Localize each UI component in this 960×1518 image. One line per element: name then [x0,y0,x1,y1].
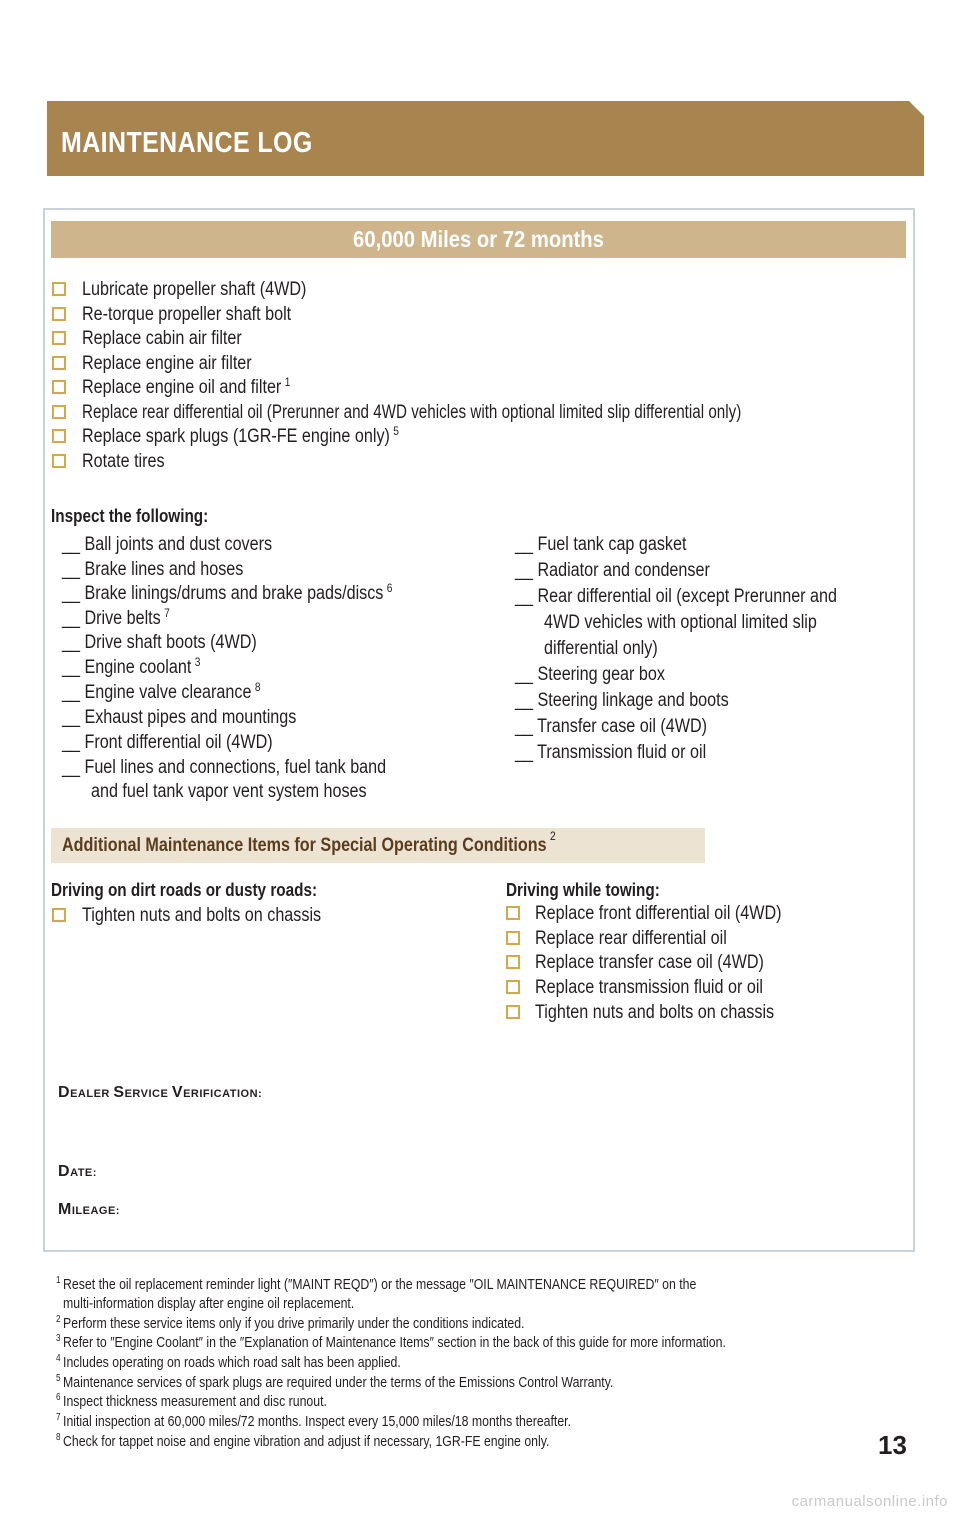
checklist-item: Re-torque propeller shaft bolt [82,304,292,325]
towing-item: Replace rear differential oil [535,928,727,949]
footnote-ref: 2 [549,829,556,843]
checkbox[interactable] [506,980,520,994]
inspect-item: __ Drive belts $^7$ [62,606,170,629]
inspect-item: __ Fuel lines and connections, fuel tank band [62,757,387,778]
checkbox[interactable] [506,1005,520,1019]
interval-band [51,221,906,258]
inspect-heading: Inspect the following: [51,506,209,526]
checklist-item: Lubricate propeller shaft (4WD) [82,279,307,300]
checklist-item: Replace engine oil and filter $^1$ [82,375,291,398]
inspect-item: __ Transmission fluid or oil [515,742,707,763]
checkbox[interactable] [506,931,520,945]
mileage-label: MILEAGE: [58,1201,120,1218]
towing-heading: Driving while towing: [506,880,660,900]
footnote: $^7$ Initial inspection at 60,000 miles/72 months. Inspect every 15,000 miles/18 months thereafter. [56,1412,572,1430]
additional-maintenance-band [51,828,705,863]
inspect-item: __ Brake lines and hoses [62,559,244,580]
checkbox[interactable] [52,454,66,468]
inspect-item: __ Transfer case oil (4WD) [515,716,708,737]
checklist-item: Replace engine air filter [82,353,252,374]
interval-title: 60,000 Miles or 72 months [353,226,604,252]
checklist-item: Replace rear differential oil (Prerunner and 4WD vehicles with optional limited slip differential only) [82,402,742,423]
checkbox[interactable] [52,331,66,345]
checklist-item: Rotate tires [82,451,165,472]
dirt-roads-item: Tighten nuts and bolts on chassis [82,905,322,926]
dealer-verification-label: DEALER SERVICE VERIFICATION: [58,1084,263,1101]
inspect-item: __ Drive shaft boots (4WD) [62,632,257,653]
footnote-ref: 7 [164,606,170,620]
inspect-item: __ Engine coolant $^3$ [62,655,201,678]
footnote: $^8$ Check for tappet noise and engine vibration and adjust if necessary, 1GR-FE engine only. [56,1432,550,1450]
footnote-ref: 1 [284,375,291,389]
footnote: $^6$ Inspect thickness measurement and disc runout. [56,1392,327,1410]
footnote-ref: 8 [254,680,261,694]
inspect-item: __ Steering gear box [515,664,665,685]
checkbox[interactable] [52,405,66,419]
checkbox[interactable] [52,908,66,922]
section-header [47,101,924,176]
checkbox[interactable] [52,380,66,394]
inspect-item: __ Front differential oil (4WD) [62,732,273,753]
inspect-item: __ Ball joints and dust covers [62,534,273,555]
inspect-item: __ Radiator and condenser [515,560,710,581]
checklist-item: Replace cabin air filter [82,328,242,349]
checkbox[interactable] [52,282,66,296]
inspect-item: __ Engine valve clearance $^8$ [62,680,261,703]
dirt-roads-heading: Driving on dirt roads or dusty roads: [51,880,318,900]
inspect-item: __ Rear differential oil (except Prerunner and [515,586,837,607]
page-title: MAINTENANCE LOG [61,127,313,159]
inspect-item: __ Fuel tank cap gasket [515,534,687,555]
footnote-ref: 6 [386,581,393,595]
inspect-item: __ Brake linings/drums and brake pads/discs $^6$ [62,581,393,604]
inspect-item: __ Steering linkage and boots [515,690,729,711]
checkbox[interactable] [506,906,520,920]
towing-item: Replace transmission fluid or oil [535,977,763,998]
watermark: carmanualsonline.info [791,1493,948,1510]
footnote-ref: 5 [393,424,399,438]
additional-maintenance-title: Additional Maintenance Items for Special Operating Conditions $^2$ [62,829,556,856]
towing-item: Replace transfer case oil (4WD) [535,952,764,973]
footnote-continued: multi-information display after engine oil replacement. [63,1295,355,1312]
checkbox[interactable] [506,955,520,969]
footnote: $^2$ Perform these service items only if you drive primarily under the conditions indicated. [56,1314,525,1332]
checkbox[interactable] [52,429,66,443]
towing-item: Tighten nuts and bolts on chassis [535,1002,775,1023]
footnote: $^4$ Includes operating on roads which road salt has been applied. [56,1353,401,1371]
footnote: $^5$ Maintenance services of spark plugs are required under the terms of the Emissions Control Warranty. [56,1373,614,1391]
footnote: $^3$ Refer to ″Engine Coolant″ in the ″Explanation of Maintenance Items″ section in the back of this guide for more information. [56,1333,726,1351]
page-number: 13 [878,1430,907,1460]
date-label: DATE: [58,1163,97,1180]
footnote: $^1$ Reset the oil replacement reminder light (″MAINT REQD″) or the message ″OIL MAINTENANCE REQUIRED″ on the [56,1275,697,1293]
footnote-ref: 3 [194,655,201,669]
inspect-item-continued: and fuel tank vapor vent system hoses [91,781,367,802]
inspect-item-continued: 4WD vehicles with optional limited slip [544,612,817,633]
inspect-item-continued: differential only) [544,638,658,659]
checkbox[interactable] [52,307,66,321]
towing-item: Replace front differential oil (4WD) [535,903,782,924]
checkbox[interactable] [52,356,66,370]
inspect-item: __ Exhaust pipes and mountings [62,707,297,728]
checklist-item: Replace spark plugs (1GR-FE engine only) $^5$ [82,424,399,447]
